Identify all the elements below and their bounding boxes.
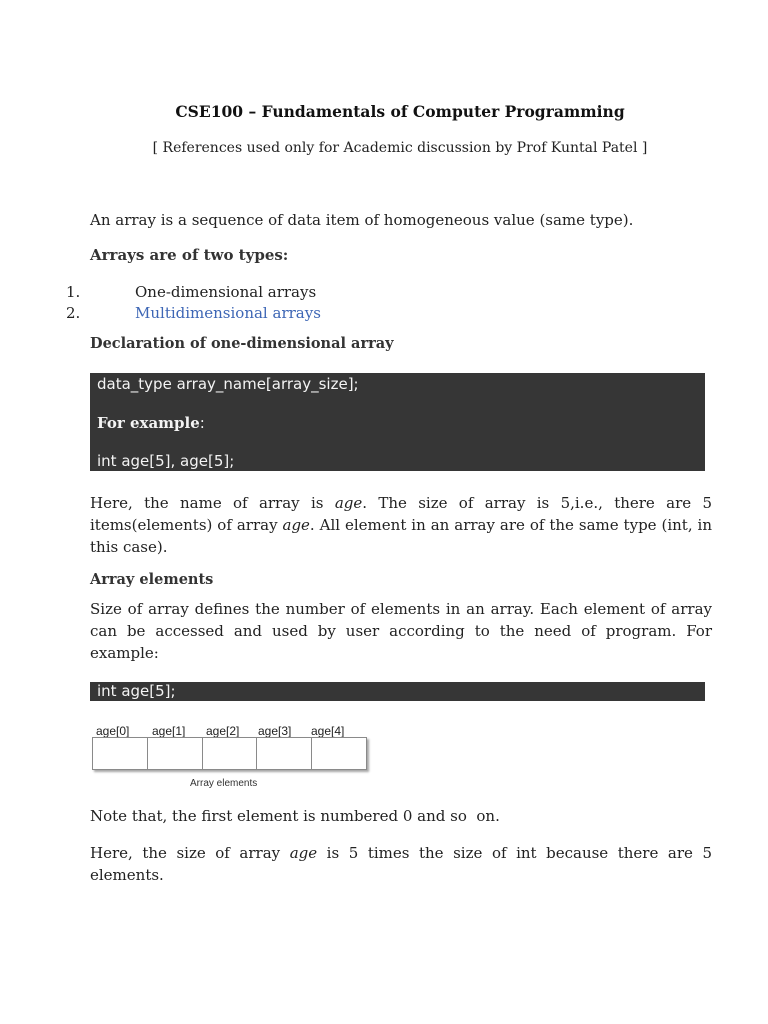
code-line-int-age: int age[5]; [97, 682, 176, 700]
reference-note: [ References used only for Academic discussion by Prof Kuntal Patel ] [152, 140, 648, 156]
array-elements-paragraph: Size of array defines the number of elements in an array. Each element of array can be accessed and used by user according to the need of program. For example: [90, 600, 712, 662]
array-cell [257, 738, 312, 769]
list-item-one-dimensional: One-dimensional arrays [135, 283, 317, 301]
array-cell [312, 738, 366, 769]
document-title: CSE100 – Fundamentals of Computer Programming [175, 102, 625, 121]
code-line-syntax: data_type array_name[array_size]; [97, 375, 359, 393]
figure-label-age-4: age[4] [311, 724, 345, 738]
intro-paragraph: An array is a sequence of data item of homogeneous value (same type). [90, 211, 634, 229]
figure-label-age-3: age[3] [258, 724, 292, 738]
example-label: For example [97, 414, 200, 432]
figure-caption: Array elements [190, 778, 258, 789]
list-number-1: 1. [66, 283, 81, 301]
list-number-2: 2. [66, 304, 81, 322]
figure-label-age-0: age[0] [96, 724, 130, 738]
array-cell [148, 738, 203, 769]
code-block-example [90, 682, 705, 701]
size-paragraph: Here, the size of array age is 5 times the size of int because there are 5 elements. [90, 844, 712, 884]
code-line-example: int age[5], age[5]; [97, 452, 235, 470]
array-elements-heading: Array elements [90, 571, 214, 588]
array-cells [92, 737, 367, 770]
note-paragraph: Note that, the first element is numbered 0 and so on. [90, 807, 500, 825]
list-item-multidimensional-link[interactable]: Multidimensional arrays [135, 304, 321, 322]
array-cell [93, 738, 148, 769]
code-block-declaration [90, 373, 705, 471]
array-name-paragraph: Here, the name of array is age. The size of array is 5,i.e., there are 5 items(elements) of array age. All element in an array are of the same type (int, in this case). [90, 494, 713, 556]
example-colon: : [199, 414, 205, 432]
figure-label-age-1: age[1] [152, 724, 186, 738]
array-elements-figure [92, 722, 372, 790]
array-cell [203, 738, 258, 769]
declaration-heading: Declaration of one-dimensional array [90, 335, 394, 352]
code-line-example-label [97, 414, 205, 432]
figure-label-age-2: age[2] [206, 724, 240, 738]
types-heading: Arrays are of two types: [90, 246, 289, 264]
